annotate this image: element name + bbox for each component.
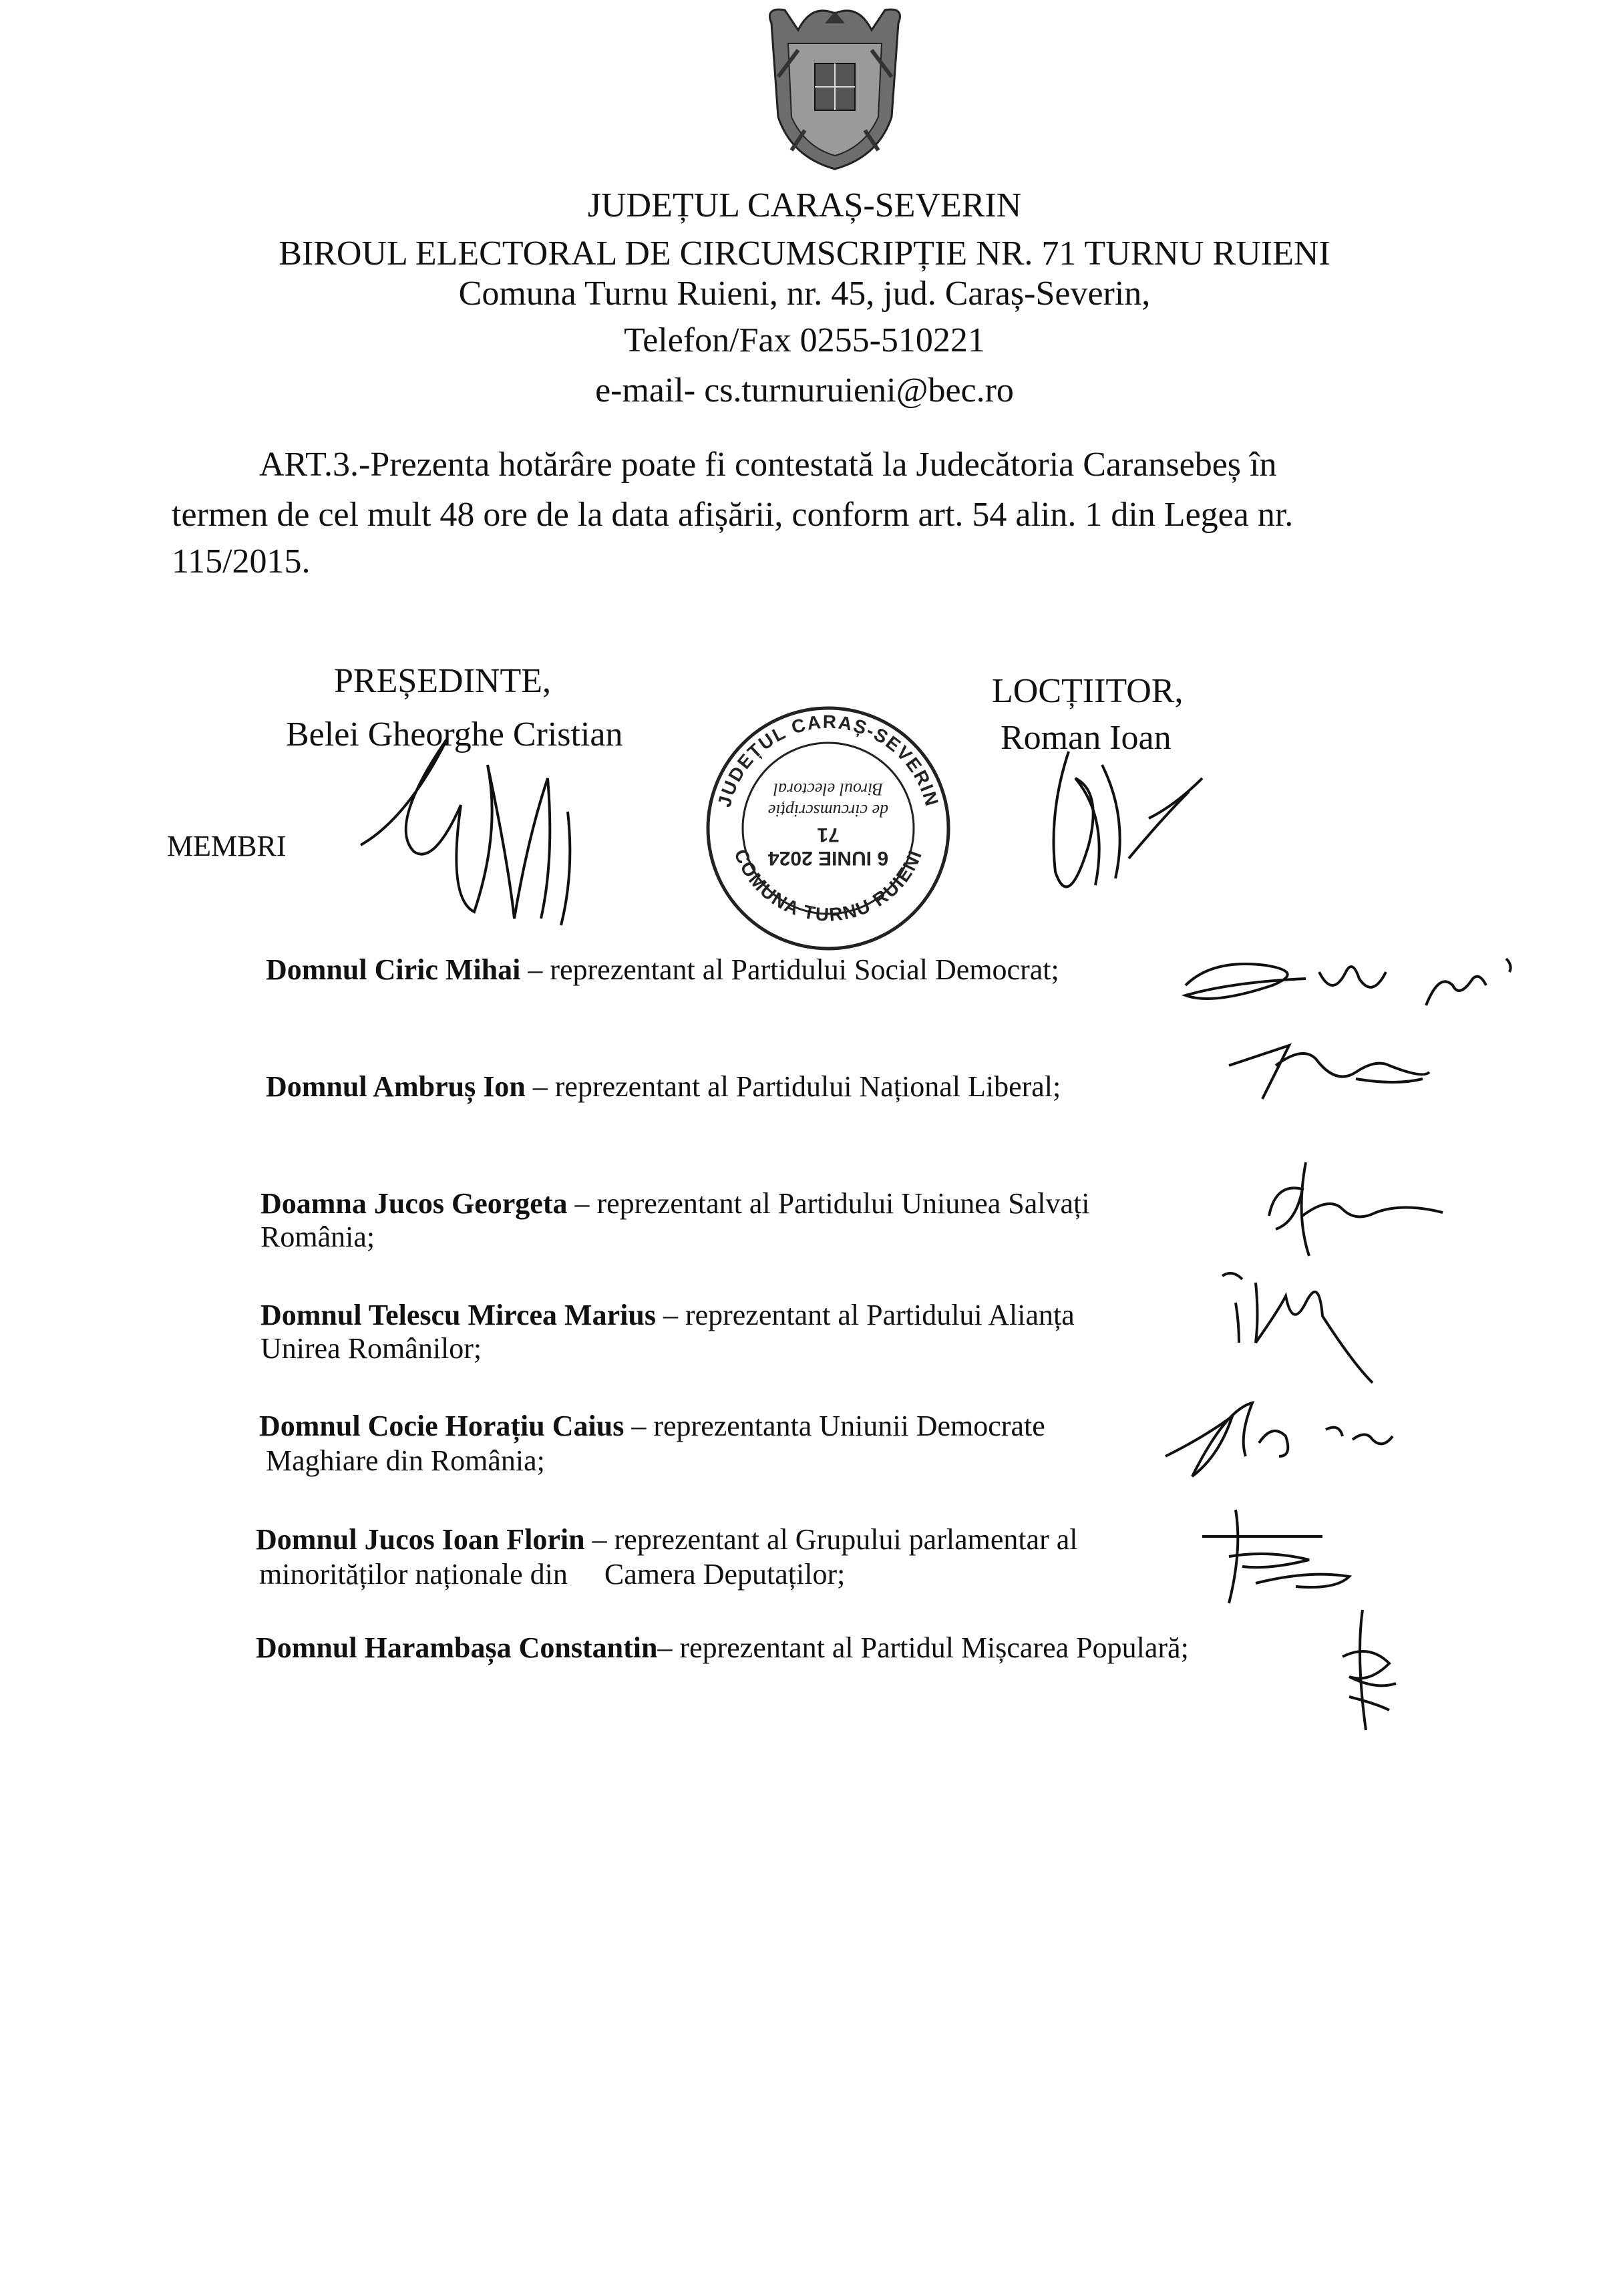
- stamp-date: 6 IUNIE 2024: [767, 847, 889, 869]
- member-2-signature: [1222, 1032, 1436, 1112]
- county-name: JUDEȚUL CARAȘ-SEVERIN: [587, 186, 1022, 224]
- deputy-signature: [1029, 711, 1216, 912]
- member-1-signature: [1172, 932, 1533, 1025]
- member-3-signature: [1256, 1149, 1456, 1263]
- president-title: PREȘEDINTE,: [334, 662, 551, 700]
- article-3-line-3: 115/2015.: [172, 542, 311, 581]
- member-4-role: – reprezentant al Partidului Alianța: [655, 1299, 1075, 1331]
- member-2: [266, 1069, 1061, 1105]
- coat-of-arms-emblem: [758, 3, 912, 170]
- deputy-title: LOCȚIITOR,: [992, 672, 1184, 710]
- member-3-name: Doamna Jucos Georgeta: [260, 1187, 568, 1220]
- member-6-role-cont: minorităților naționale din Camera Deputaților;: [259, 1558, 846, 1591]
- member-1: [266, 952, 1059, 988]
- member-7: [256, 1630, 1189, 1666]
- phone-fax-line: Telefon/Fax 0255-510221: [624, 321, 985, 359]
- electoral-bureau-name: BIROUL ELECTORAL DE CIRCUMSCRIPȚIE NR. 71 TURNU RUIENI: [279, 234, 1330, 273]
- member-5-name: Domnul Cocie Horațiu Caius: [259, 1410, 624, 1442]
- member-7-role: – reprezentant al Partidul Mișcarea Populară;: [657, 1631, 1189, 1664]
- member-5-role: – reprezentanta Uniunii Democrate: [624, 1410, 1045, 1442]
- president-signature: [347, 725, 628, 925]
- stamp-inner-line-2: Biroul electoral: [773, 780, 884, 799]
- member-1-name: Domnul Ciric Mihai: [266, 953, 521, 986]
- member-6: [256, 1522, 1078, 1558]
- member-7-name: Domnul Harambașa Constantin: [256, 1631, 658, 1664]
- president-name: Belei Gheorghe Cristian: [286, 715, 623, 754]
- member-5-role-cont: Maghiare din România;: [266, 1444, 545, 1477]
- member-5: [259, 1408, 1045, 1444]
- stamp-bottom-text: COMUNA TURNU RUIENI: [730, 846, 926, 925]
- member-6-role: – reprezentant al Grupului parlamentar al: [584, 1523, 1078, 1556]
- article-3-line-1: ART.3.-Prezenta hotărâre poate fi contestată la Judecătoria Caransebeș în: [259, 446, 1277, 484]
- member-6-signature: [1189, 1496, 1363, 1610]
- stamp-inner-line-1: de circumscripție: [767, 801, 889, 820]
- member-4-name: Domnul Telescu Mircea Marius: [260, 1299, 656, 1331]
- member-3-role: – reprezentant al Partidului Uniunea Salvați: [567, 1187, 1090, 1220]
- member-1-role: – reprezentant al Partidului Social Democrat;: [520, 953, 1059, 986]
- email-line: e-mail- cs.turnuruieni@bec.ro: [595, 371, 1014, 409]
- member-4-role-cont: Unirea Românilor;: [260, 1332, 482, 1365]
- member-4: [260, 1297, 1075, 1333]
- member-4-signature: [1219, 1263, 1379, 1389]
- official-round-stamp: [701, 698, 955, 959]
- member-3: [260, 1186, 1089, 1222]
- article-3-line-2: termen de cel mult 48 ore de la data afișării, conform art. 54 alin. 1 din Legea nr.: [172, 496, 1294, 534]
- member-5-signature: [1152, 1383, 1399, 1496]
- member-2-name: Domnul Ambruș Ion: [266, 1070, 526, 1103]
- members-label: MEMBRI: [167, 830, 287, 862]
- address-line: Comuna Turnu Ruieni, nr. 45, jud. Caraș-Severin,: [458, 275, 1151, 313]
- deputy-name: Roman Ioan: [1001, 719, 1172, 757]
- stamp-number: 71: [817, 824, 840, 846]
- member-7-signature: [1329, 1603, 1409, 1737]
- member-6-name: Domnul Jucos Ioan Florin: [256, 1523, 585, 1556]
- stamp-top-text: JUDEȚUL CARAȘ-SEVERIN: [713, 711, 943, 810]
- member-2-role: – reprezentant al Partidului Național Liberal;: [525, 1070, 1061, 1103]
- member-3-role-cont: România;: [260, 1220, 375, 1253]
